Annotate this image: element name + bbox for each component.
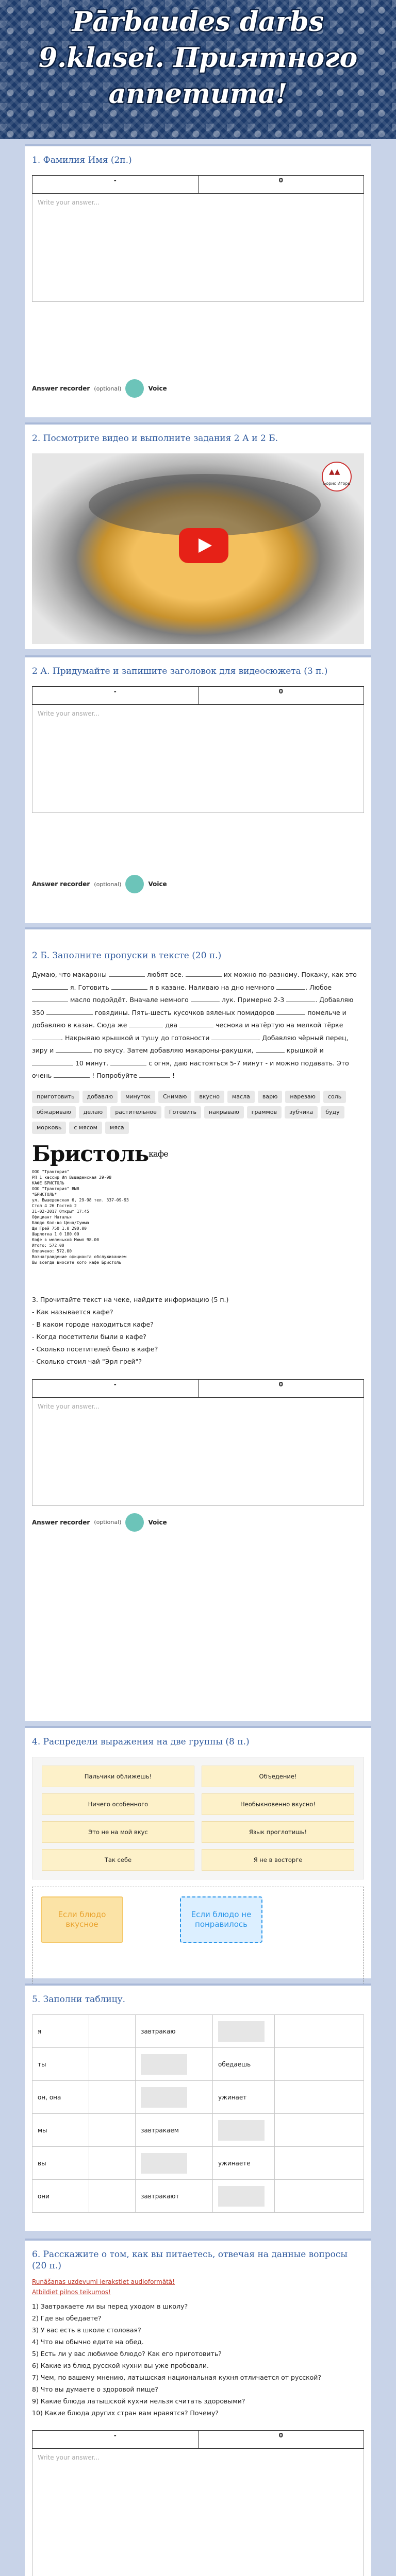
- col-minus: -: [113, 688, 117, 695]
- question-1-card: [25, 144, 371, 417]
- pronoun-cell: они: [32, 2180, 89, 2213]
- given-form: завтракаем: [141, 2126, 179, 2134]
- word-tile[interactable]: нарезаю: [285, 1091, 320, 1103]
- cloze-fragment: ! Попробуйте: [90, 1072, 140, 1079]
- drop-zones: [32, 1887, 364, 1995]
- question-6-item: 6) Какие из блюд русской кухни вы уже пробовали.: [32, 2362, 209, 2369]
- given-verb: обедаешь: [218, 2060, 251, 2068]
- word-tile[interactable]: соль: [323, 1091, 346, 1103]
- question-2b-3-card: [25, 927, 371, 1721]
- cloze-fragment: лук. Примерно 2-3: [219, 996, 287, 1004]
- receipt-line: Итого: 572.00: [32, 1243, 64, 1248]
- question-6-item: 9) Какие блюда латышской кухни нельзя считать здоровыми?: [32, 2397, 245, 2405]
- verb-cell[interactable]: [213, 2114, 275, 2147]
- extra-cell: [275, 2114, 364, 2147]
- verb-cell[interactable]: [213, 2180, 275, 2213]
- cloze-fragment: . Добавляю чёрный перец, зиру и: [32, 1033, 349, 1054]
- word-tile[interactable]: граммов: [247, 1106, 282, 1118]
- answer-columns-header: [32, 2430, 364, 2449]
- cloze-fragment: с огня, даю настояться 5-7 минут - и можно подавать. Это очень: [32, 1059, 349, 1079]
- recorder-label: Answer recorder: [32, 880, 90, 888]
- cloze-blank[interactable]: [32, 1058, 73, 1065]
- word-tile[interactable]: вкусно: [194, 1091, 224, 1103]
- cloze-text: [25, 967, 371, 1082]
- receipt-line: Вы всегда вносите кого кафе Бристоль: [32, 1260, 122, 1265]
- question-3-item: - В каком городе находиться кафе?: [32, 1320, 154, 1328]
- sortable-expression[interactable]: Я не в восторге: [202, 1849, 354, 1871]
- cloze-blank[interactable]: [32, 982, 68, 990]
- cloze-blank[interactable]: [276, 1007, 305, 1015]
- channel-name: Борис Игорь: [323, 481, 351, 486]
- col-zero: 0: [198, 1380, 364, 1397]
- answer-recorder: [25, 379, 371, 398]
- extra-cell: [275, 2048, 364, 2081]
- cloze-fragment: я в казане. Наливаю на дно немного: [147, 983, 277, 991]
- cloze-blank[interactable]: [186, 969, 222, 977]
- answer-textarea[interactable]: Write your answer...: [32, 705, 364, 813]
- receipt-line: Вознаграждение официанта обслуживанием: [32, 1254, 127, 1259]
- items-to-sort: [32, 1757, 364, 1879]
- receipt-line: Блюдо Кол-во Цена/Сумма: [32, 1220, 89, 1225]
- extra-cell: [275, 2081, 364, 2114]
- cloze-fragment: !: [170, 1072, 175, 1079]
- sortable-expression[interactable]: Пальчики оближешь!: [42, 1766, 194, 1787]
- drop-slot[interactable]: [141, 2087, 187, 2108]
- word-cell: [136, 2114, 213, 2147]
- answer-recorder: [25, 1513, 371, 1532]
- word-cell: [136, 2015, 213, 2048]
- word-tile[interactable]: Снимаю: [158, 1091, 191, 1103]
- word-cell: [136, 2180, 213, 2213]
- extra-cell: [275, 2015, 364, 2048]
- verb-cell: [213, 2048, 275, 2081]
- cloze-blank[interactable]: [179, 1020, 213, 1027]
- question-6-item: 10) Какие блюда других стран вам нравятся? Почему?: [32, 2409, 219, 2417]
- recorder-label: Answer recorder: [32, 385, 90, 392]
- word-cell: [136, 2048, 213, 2081]
- sortable-expression[interactable]: Так себе: [42, 1849, 194, 1871]
- col-minus: -: [113, 1380, 117, 1388]
- title-line-1: Pārbaudes darbs: [72, 6, 324, 38]
- header-banner: [0, 0, 396, 139]
- cloze-blank[interactable]: [46, 1007, 93, 1015]
- play-button-icon[interactable]: [179, 528, 228, 563]
- voice-label: Voice: [148, 1518, 167, 1526]
- receipt-logo-sup: кафе: [148, 1148, 168, 1159]
- question-2b-title: 2 Б. Заполните пропуски в тексте (20 п.): [32, 951, 222, 961]
- record-button[interactable]: [125, 875, 144, 893]
- verb-cell: [213, 2147, 275, 2180]
- word-tile[interactable]: морковь: [32, 1122, 66, 1134]
- cloze-blank[interactable]: [54, 1070, 90, 1078]
- table-row: [32, 2048, 364, 2081]
- question-5-title: 5. Заполни таблицу.: [32, 1994, 126, 2005]
- drop-slot[interactable]: [218, 2120, 265, 2141]
- word-tile[interactable]: добавлю: [82, 1091, 118, 1103]
- receipt-line: Оплачено: 572.00: [32, 1248, 72, 1253]
- video-player[interactable]: [32, 453, 364, 644]
- question-6-item: 7) Чем, по вашему мнению, латышская национальная кухня отличается от русской?: [32, 2374, 322, 2381]
- record-button[interactable]: [125, 379, 144, 398]
- cloze-fragment: я. Готовить: [68, 983, 111, 991]
- bucket-tasty[interactable]: Если блюдо вкусное: [41, 1896, 123, 1943]
- question-6-item: 2) Где вы обедаете?: [32, 2314, 102, 2322]
- sortable-expression[interactable]: Язык проглотишь!: [202, 1821, 354, 1843]
- cloze-fragment: говядины. Пять-шесть кусочков вяленых помидоров: [92, 1008, 277, 1016]
- receipt-logo: [32, 1142, 187, 1166]
- form-cell[interactable]: [89, 2081, 136, 2114]
- pronoun-cell: он, она: [32, 2081, 89, 2114]
- table-row: [32, 2147, 364, 2180]
- answer-columns-header: [32, 1379, 364, 1398]
- cloze-fragment: 10 минут.: [73, 1059, 111, 1067]
- table-row: [32, 2015, 364, 2048]
- word-tile[interactable]: с мясом: [69, 1122, 102, 1134]
- question-3-item: - Как называется кафе?: [32, 1308, 113, 1316]
- receipt-line: *БРИСТОЛЬ*: [32, 1192, 57, 1197]
- answer-columns-header: [32, 686, 364, 705]
- word-cell: [136, 2081, 213, 2114]
- cloze-fragment: два: [163, 1021, 180, 1029]
- question-6-title: 6. Расскажите о том, как вы питаетесь, отвечая на данные вопросы (20 п.): [32, 2249, 348, 2271]
- pronoun-cell: ты: [32, 2048, 89, 2081]
- cloze-blank[interactable]: [111, 982, 147, 990]
- bucket-not-liked[interactable]: Если блюдо не понравилось: [180, 1896, 262, 1943]
- question-6-card: [25, 2239, 371, 2576]
- cloze-blank[interactable]: [286, 994, 315, 1002]
- form-cell[interactable]: [89, 2147, 136, 2180]
- question-6-item: 8) Что вы думаете о здоровой пище?: [32, 2385, 158, 2393]
- col-minus: -: [113, 2432, 117, 2439]
- question-3-item: - Сколько посетителей было в кафе?: [32, 1345, 158, 1353]
- sortable-expression[interactable]: Объедение!: [202, 1766, 354, 1787]
- cloze-fragment: масло подойдёт. Вначале немного: [68, 996, 191, 1004]
- receipt-line: Кофе в меленькой Мюмл 98.00: [32, 1237, 100, 1242]
- cloze-blank[interactable]: [276, 982, 305, 990]
- receipt-line: ООО "Трактория" ВЫВ: [32, 1186, 79, 1191]
- verb-cell[interactable]: [213, 2015, 275, 2048]
- cloze-fragment: . Накрываю крышкой и тушу до готовности: [61, 1033, 212, 1042]
- form-cell: [89, 2114, 136, 2147]
- cloze-fragment: их можно по-разному. Покажу, как это: [221, 971, 357, 978]
- receipt-lines: [32, 1169, 187, 1265]
- recorder-optional: (optional): [94, 385, 122, 392]
- drop-slot[interactable]: [218, 2186, 265, 2207]
- cloze-fragment: по вкусу. Затем добавляю макароны-ракушки,: [92, 1046, 256, 1054]
- cloze-blank[interactable]: [32, 994, 68, 1002]
- word-tile[interactable]: варю: [258, 1091, 282, 1103]
- cloze-blank[interactable]: [32, 1032, 61, 1040]
- table-row: [32, 2114, 364, 2147]
- word-tile[interactable]: буду: [321, 1106, 344, 1118]
- table-row: [32, 2180, 364, 2213]
- cloze-blank[interactable]: [109, 969, 145, 977]
- question-3-block: [25, 1286, 371, 1368]
- word-tile[interactable]: делаю: [79, 1106, 107, 1118]
- word-tile[interactable]: минуток: [121, 1091, 155, 1103]
- receipt-line: 21-02-2017 Открыт 17:45: [32, 1209, 89, 1214]
- word-tile[interactable]: Готовить: [164, 1106, 201, 1118]
- word-tile[interactable]: мяса: [105, 1122, 129, 1134]
- pronoun-cell: вы: [32, 2147, 89, 2180]
- given-form: завтракают: [141, 2192, 179, 2200]
- title-line-2: 9.klasei. Приятного: [38, 42, 358, 74]
- extra-cell: [275, 2180, 364, 2213]
- given-verb: ужинает: [218, 2093, 247, 2101]
- cloze-blank[interactable]: [139, 1070, 170, 1078]
- recorder-optional: (optional): [94, 1519, 122, 1526]
- cloze-blank[interactable]: [110, 1058, 146, 1065]
- instructions-links: [25, 2277, 371, 2297]
- question-6-item: 3) У вас есть в школе столовая?: [32, 2326, 141, 2334]
- cloze-fragment: чеснока и натёртую на мелкой тёрке: [213, 1021, 343, 1029]
- conjugation-table: [32, 2014, 364, 2213]
- question-2a-card: [25, 655, 371, 923]
- question-2-card: [25, 422, 371, 649]
- cloze-blank[interactable]: [129, 1020, 163, 1027]
- drop-slot[interactable]: [218, 2021, 265, 2042]
- question-6-item: 5) Есть ли у вас любимое блюдо? Как его приготовить?: [32, 2350, 222, 2358]
- word-cell: [136, 2147, 213, 2180]
- word-tile[interactable]: приготовить: [32, 1091, 79, 1103]
- cloze-fragment: . Любое: [305, 983, 332, 991]
- voice-label: Voice: [148, 880, 167, 888]
- answer-textarea[interactable]: Write your answer...: [32, 194, 364, 302]
- receipt-logo-text: Бристоль: [32, 1141, 149, 1166]
- receipt-line: Шарлотка 1.0 180.00: [32, 1231, 79, 1236]
- receipt-line: Официант Наталья: [32, 1214, 72, 1219]
- receipt-line: Щи Грей 750 1.0 290.00: [32, 1226, 87, 1231]
- receipt-line: ул. Вышеденская 6, 29-98 тел. 337-09-93: [32, 1197, 129, 1202]
- drop-slot[interactable]: [141, 2153, 187, 2174]
- cloze-blank[interactable]: [256, 1045, 285, 1053]
- question-6-list: [25, 2297, 371, 2419]
- verb-cell: [213, 2081, 275, 2114]
- answer-textarea[interactable]: Write your answer...: [32, 1398, 364, 1506]
- cloze-fragment: помельче и добавляю в казан. Сюда же: [32, 1008, 346, 1029]
- cloze-fragment: крышкой и: [284, 1046, 324, 1054]
- question-2a-title: 2 А. Придумайте и запишите заголовок для видеосюжета (3 п.): [32, 666, 328, 676]
- question-3-item: - Когда посетители были в кафе?: [32, 1332, 146, 1341]
- voice-label: Voice: [148, 385, 167, 392]
- cloze-blank[interactable]: [191, 994, 220, 1002]
- answer-recorder: [25, 875, 371, 893]
- title-line-3: аппетита!: [108, 78, 288, 110]
- cloze-fragment: любят все.: [144, 971, 186, 978]
- receipt-line: Стол 4 26 Гостей 2: [32, 1203, 77, 1208]
- receipt-line: КАФЕ БРИСТОЛЬ: [32, 1180, 64, 1185]
- word-tile[interactable]: обжариваю: [32, 1106, 76, 1118]
- receipt-image: [32, 1142, 187, 1286]
- col-minus: -: [113, 177, 117, 184]
- question-2-title: 2. Посмотрите видео и выполните задания 2 А и 2 Б.: [32, 433, 278, 444]
- sortable-expression[interactable]: Это не на мой вкус: [42, 1821, 194, 1843]
- question-4-title: 4. Распредели выражения на две группы (8 п.): [32, 1737, 250, 1747]
- form-cell: [89, 2015, 136, 2048]
- question-5-card: [25, 1984, 371, 2231]
- question-3-intro: 3. Прочитайте текст на чеке, найдите информацию (5 п.): [32, 1295, 229, 1303]
- col-zero: 0: [198, 687, 364, 704]
- question-6-item: 4) Что вы обычно едите на обед.: [32, 2338, 144, 2346]
- sortable-expression[interactable]: Необыкновенно вкусно!: [202, 1793, 354, 1815]
- pronoun-cell: я: [32, 2015, 89, 2048]
- word-tile[interactable]: накрываю: [204, 1106, 244, 1118]
- record-button[interactable]: [125, 1513, 144, 1532]
- recorder-label: Answer recorder: [32, 1518, 90, 1526]
- question-3-list: [32, 1306, 364, 1368]
- sortable-expression[interactable]: Ничего особенного: [42, 1793, 194, 1815]
- page-title: [39, 4, 357, 112]
- cloze-fragment: Думаю, что макароны: [32, 971, 109, 978]
- col-zero: 0: [198, 176, 364, 193]
- question-4-card: [25, 1726, 371, 1978]
- given-form: завтракаю: [141, 2027, 176, 2035]
- form-cell: [89, 2180, 136, 2213]
- answer-columns-header: [32, 175, 364, 194]
- receipt-line: РП 1 кассир Ип Вышеденская 29-98: [32, 1175, 112, 1180]
- cloze-blank[interactable]: [211, 1032, 258, 1040]
- channel-logo: [322, 462, 352, 492]
- cloze-fragment: . Добавляю 350: [32, 996, 354, 1016]
- answer-textarea[interactable]: Write your answer...: [32, 2449, 364, 2576]
- instruction-link-full-sentences[interactable]: Atbildiet pilnos teikumos!: [32, 2289, 111, 2296]
- pronoun-cell: мы: [32, 2114, 89, 2147]
- instruction-link-audio[interactable]: Runāšanas uzdevumi ierakstiet audioformātā!: [32, 2278, 175, 2285]
- word-tile[interactable]: масла: [227, 1091, 255, 1103]
- question-6-item: 1) Завтракаете ли вы перед уходом в школу?: [32, 2302, 188, 2310]
- given-verb: ужинаете: [218, 2159, 251, 2167]
- question-3-item: - Сколько стоил чай "Эрл грей"?: [32, 1357, 142, 1365]
- word-tile[interactable]: растительное: [110, 1106, 161, 1118]
- word-tile[interactable]: зубчика: [285, 1106, 318, 1118]
- form-cell[interactable]: [89, 2048, 136, 2081]
- question-1-title: 1. Фамилия Имя (2п.): [32, 155, 132, 165]
- word-bank: [32, 1091, 364, 1134]
- col-zero: 0: [198, 2431, 364, 2448]
- receipt-line: ООО "Трактория": [32, 1169, 70, 1174]
- extra-cell: [275, 2147, 364, 2180]
- cloze-blank[interactable]: [56, 1045, 92, 1053]
- table-row: [32, 2081, 364, 2114]
- drop-slot[interactable]: [141, 2054, 187, 2075]
- recorder-optional: (optional): [94, 880, 122, 888]
